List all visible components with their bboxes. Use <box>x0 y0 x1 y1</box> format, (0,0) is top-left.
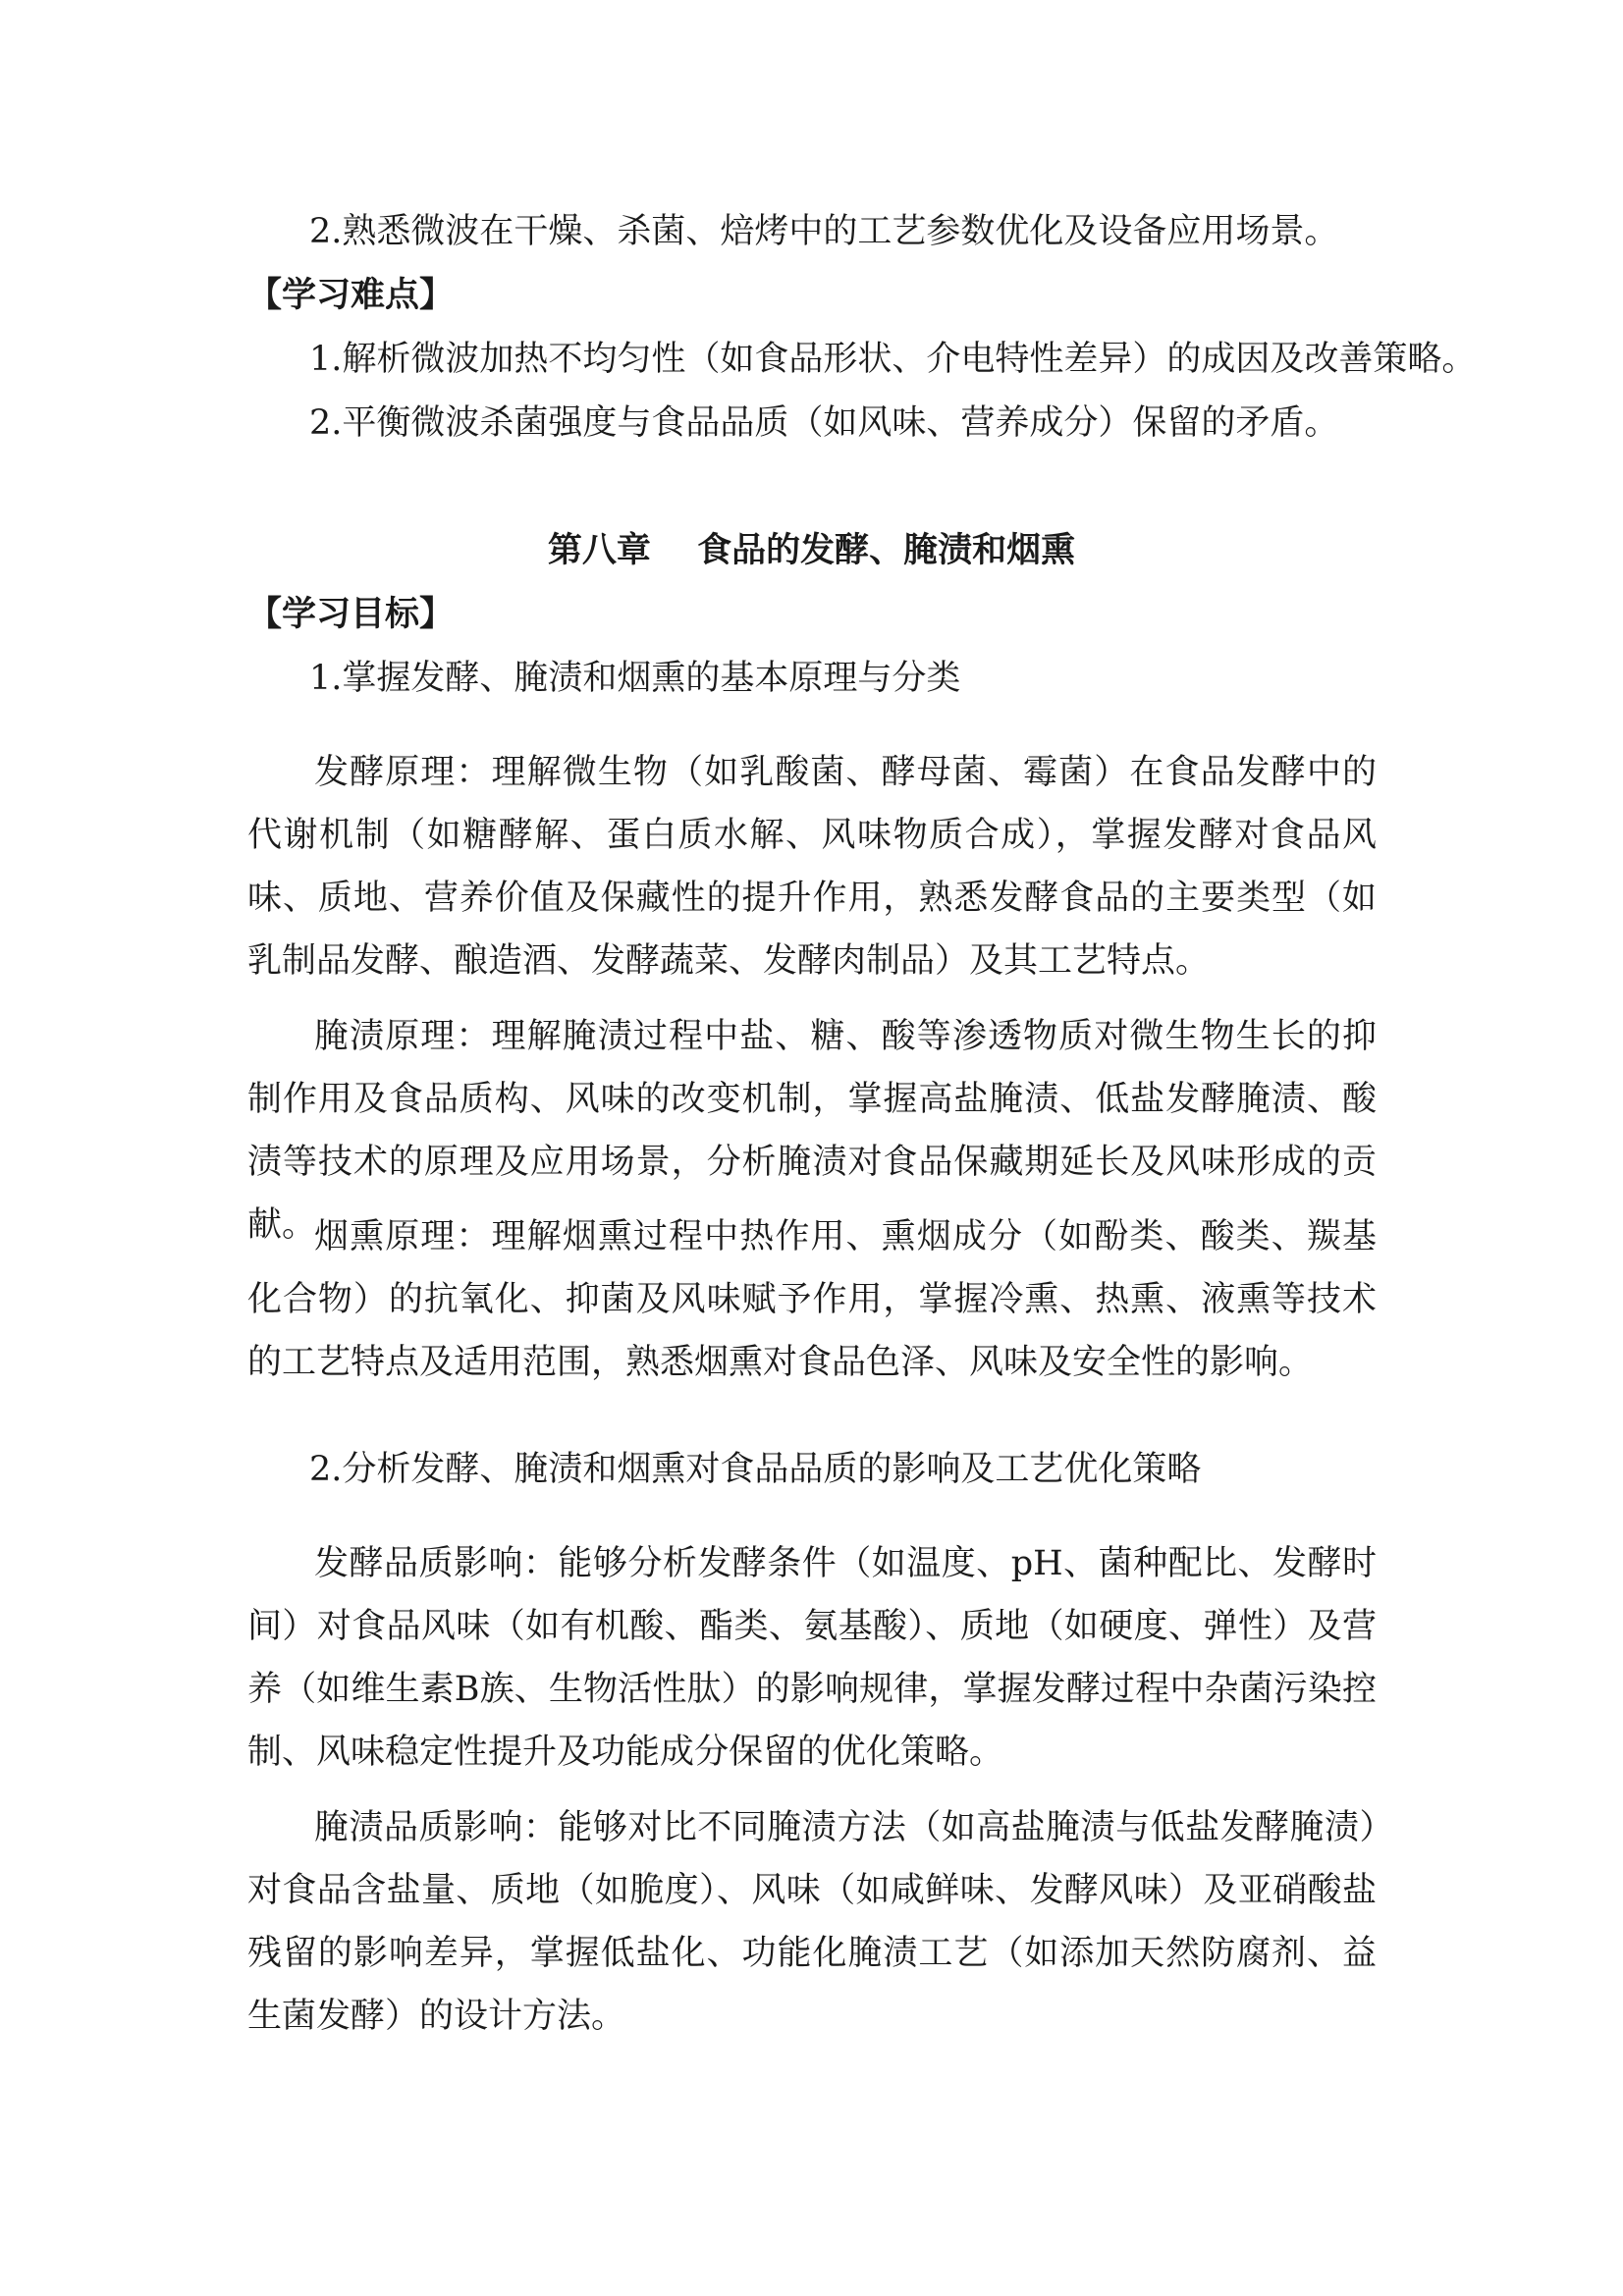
paragraph-fermentation-principle: 发酵原理：理解微生物（如乳酸菌、酵母菌、霉菌）在食品发酵中的代谢机制（如糖酵解、蛋白质水解、风味物质合成），掌握发酵对食品风味、质地、营养价值及保藏性的提升作用，熟悉发酵食品的主要类型（如乳制品发酵、酿造酒、发酵蔬菜、发酵肉制品）及其工艺特点。 <box>247 753 1377 981</box>
paragraph-pickling-quality: 腌渍品质影响：能够对比不同腌渍方法（如高盐腌渍与低盐发酵腌渍）对食品含盐量、质地（如脆度）、风味（如咸鲜味、发酵风味）及亚硝酸盐残留的影响差异，掌握低盐化、功能化腌渍工艺（如添加天然防腐剂、益生菌发酵）的设计方法。 <box>247 1808 1377 2036</box>
difficulty-heading: 【学习难点】 <box>247 275 455 315</box>
paragraph-smoking-principle: 烟熏原理：理解烟熏过程中热作用、熏烟成分（如酚类、酸类、羰基化合物）的抗氧化、抑菌及风味赋予作用，掌握冷熏、热熏、液熏等技术的工艺特点及适用范围，熟悉烟熏对食品色泽、风味及安全性的影响。 <box>247 1217 1377 1382</box>
objectives-heading: 【学习目标】 <box>247 594 455 634</box>
objective-item-2: 2.分析发酵、腌渍和烟熏对食品品质的影响及工艺优化策略 <box>309 1450 1202 1489</box>
difficulty-item-2: 2.平衡微波杀菌强度与食品品质（如风味、营养成分）保留的矛盾。 <box>309 403 1339 443</box>
learning-point-item-2: 2.熟悉微波在干燥、杀菌、焙烤中的工艺参数优化及设备应用场景。 <box>309 212 1339 251</box>
objective-item-1: 1.掌握发酵、腌渍和烟熏的基本原理与分类 <box>309 659 961 698</box>
paragraph-pickling-principle: 腌渍原理：理解腌渍过程中盐、糖、酸等渗透物质对微生物生长的抑制作用及食品质构、风味的改变机制，掌握高盐腌渍、低盐发酵腌渍、酸渍等技术的原理及应用场景，分析腌渍对食品保藏期延长及风味形成的贡献。 <box>247 1017 1377 1245</box>
difficulty-item-1: 1.解析微波加热不均匀性（如食品形状、介电特性差异）的成因及改善策略。 <box>309 340 1477 379</box>
paragraph-fermentation-quality: 发酵品质影响：能够分析发酵条件（如温度、pH、菌种配比、发酵时间）对食品风味（如有机酸、酯类、氨基酸）、质地（如硬度、弹性）及营养（如维生素B族、生物活性肽）的影响规律，掌握发酵过程中杂菌污染控制、风味稳定性提升及功能成分保留的优化策略。 <box>247 1544 1377 1772</box>
chapter-title: 第八章 食品的发酵、腌渍和烟熏 <box>547 530 1076 570</box>
